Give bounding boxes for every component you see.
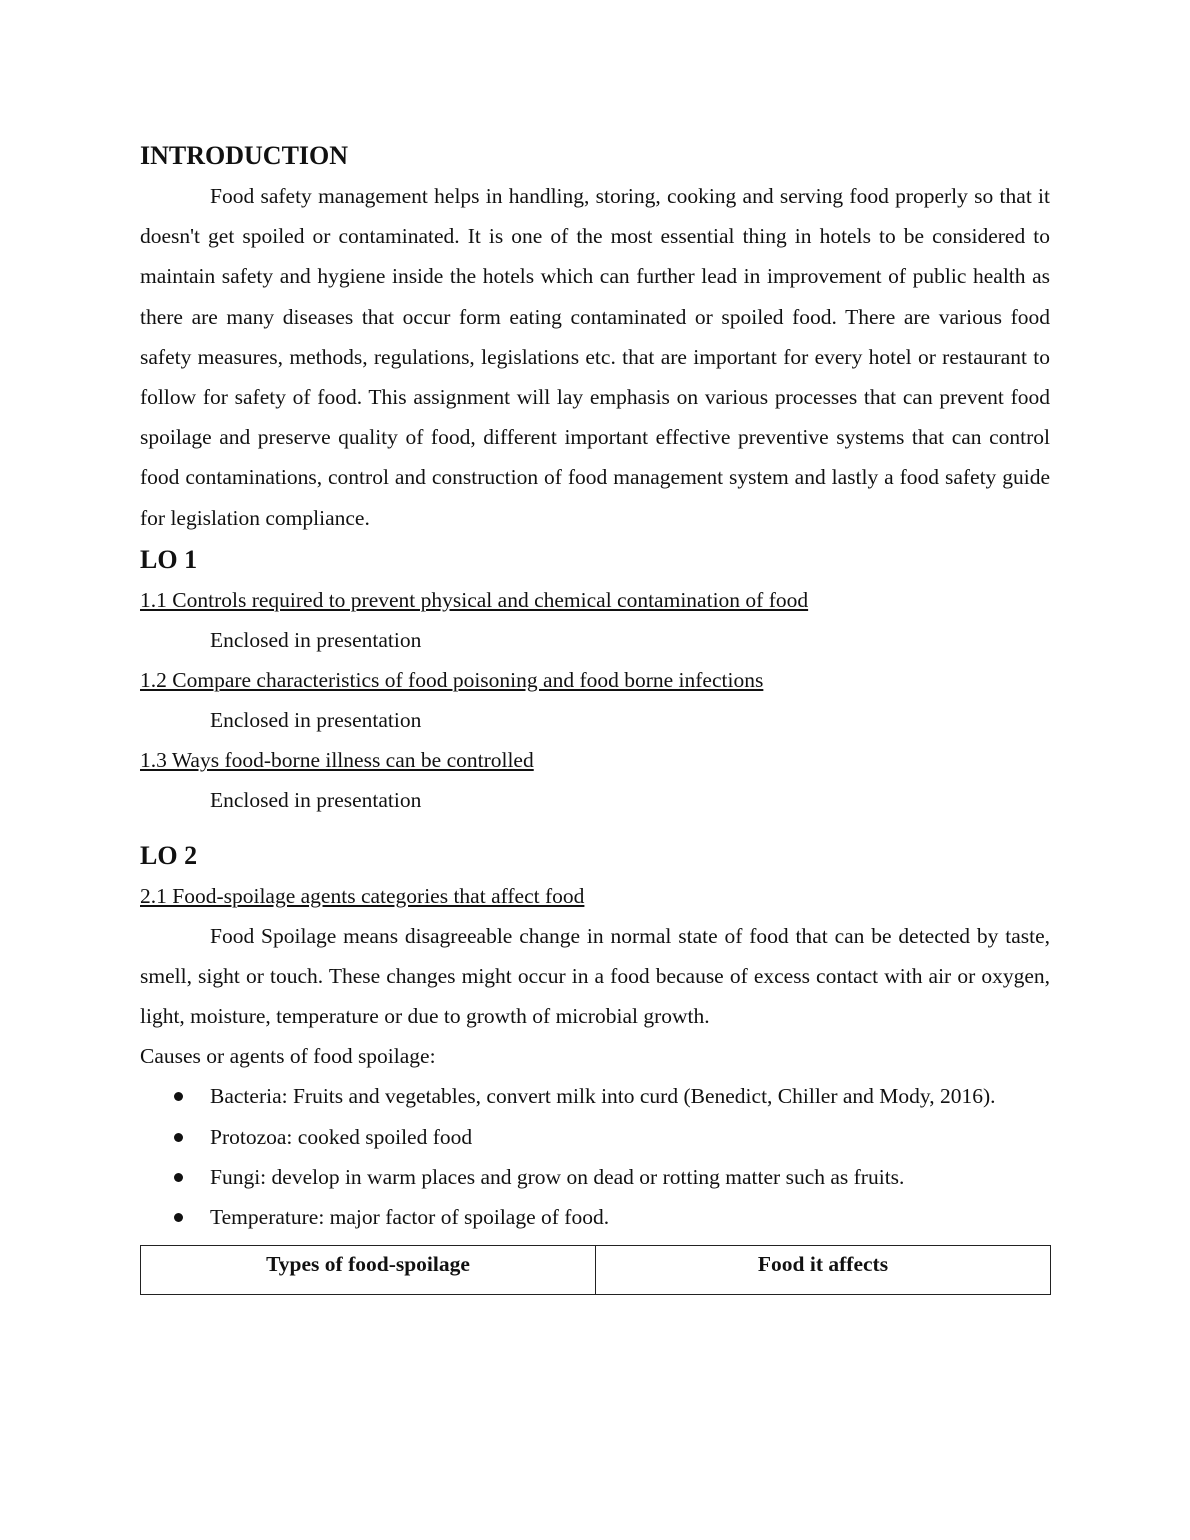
list-item: Temperature: major factor of spoilage of food. <box>140 1197 1050 1237</box>
spoilage-table <box>140 1245 1051 1295</box>
list-item: Protozoa: cooked spoiled food <box>140 1117 1050 1157</box>
table-header-types: Types of food-spoilage <box>141 1246 596 1295</box>
lo1-heading: LO 1 <box>140 544 198 574</box>
bullet-icon <box>174 1173 183 1182</box>
introduction-heading: INTRODUCTION <box>140 141 349 170</box>
list-item: Fungi: develop in warm places and grow on dead or rotting matter such as fruits. <box>140 1157 1050 1197</box>
section-1-2-title: 1.2 Compare characteristics of food poisoning and food borne infections <box>140 667 764 692</box>
document-page <box>140 138 1050 1295</box>
spoilage-paragraph: Food Spoilage means disagreeable change in normal state of food that can be detected by taste, smell, sight or touch. These changes might occur in a food because of excess contact with air or oxygen, light, moisture, temperature or due to growth of microbial growth. <box>140 923 1050 1029</box>
section-2-1-title: 2.1 Food-spoilage agents categories that affect food <box>140 883 585 908</box>
bullet-icon <box>174 1133 183 1142</box>
section-1-1-title: 1.1 Controls required to prevent physical and chemical contamination of food <box>140 587 809 612</box>
section-1-1-body: Enclosed in presentation <box>210 627 422 652</box>
table-header-row <box>141 1246 1051 1295</box>
section-1-2-body: Enclosed in presentation <box>210 707 422 732</box>
spoilage-agents-list <box>140 1076 1050 1237</box>
lo2-heading: LO 2 <box>140 840 198 870</box>
section-1-3-title: 1.3 Ways food-borne illness can be controlled <box>140 747 534 772</box>
bullet-icon <box>174 1092 183 1101</box>
table-header-food-affected: Food it affects <box>596 1246 1051 1295</box>
section-1-3-body: Enclosed in presentation <box>210 787 422 812</box>
list-item: Bacteria: Fruits and vegetables, convert milk into curd (Benedict, Chiller and Mody, 2016). <box>140 1076 1050 1116</box>
introduction-paragraph: Food safety management helps in handling, storing, cooking and serving food properly so that it doesn't get spoiled or contaminated. It is one of the most essential thing in hotels to be considered to maintain safety and hygiene inside the hotels which can further lead in improvement of public health as there are many diseases that occur form eating contaminated or spoiled food. There are various food safety measures, methods, regulations, legislations etc. that are important for every hotel or restaurant to follow for safety of food. This assignment will lay emphasis on various processes that can prevent food spoilage and preserve quality of food, different important effective preventive systems that can control food contaminations, control and construction of food management system and lastly a food safety guide for legislation compliance. <box>140 184 1050 530</box>
causes-label: Causes or agents of food spoilage: <box>140 1044 436 1069</box>
bullet-icon <box>174 1213 183 1222</box>
